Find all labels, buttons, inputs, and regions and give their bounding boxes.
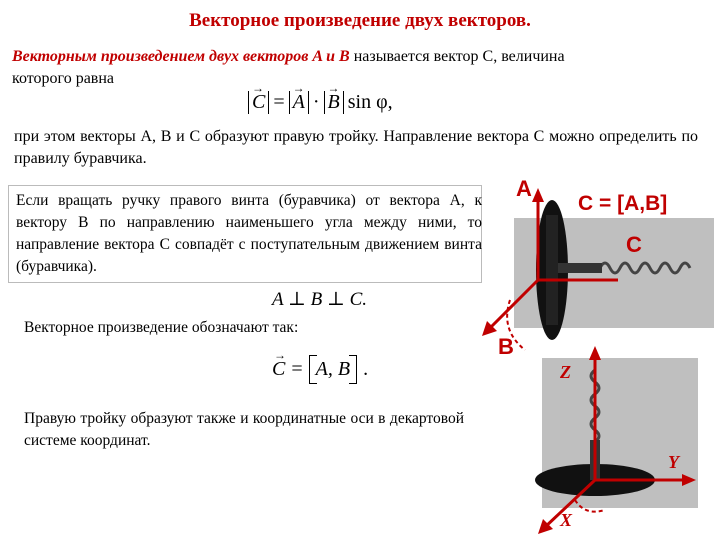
magnitude-b: B bbox=[327, 90, 340, 113]
notation-eq: = bbox=[291, 358, 303, 380]
notation-c: C bbox=[272, 358, 286, 380]
magnitude-eq: = bbox=[273, 90, 285, 113]
orientation-paragraph: при этом векторы A, B и C образуют правую тройку. Направление вектора C можно определить по правилу буравчика. bbox=[14, 128, 698, 167]
label-a: A bbox=[516, 176, 532, 201]
notation-formula: → C = A, B . bbox=[272, 356, 368, 383]
screw-rule-paragraph: Если вращать ручку правого винта (буравчика) от вектора A, к вектору B по направлению наименьшего угла между ними, то направление вектора C совпадёт с поступательным движением винта (буравчика). bbox=[16, 192, 482, 275]
label-z: Z bbox=[560, 362, 571, 382]
definition-rest: называется вектор C, величина bbox=[349, 48, 565, 65]
page-title: Векторное произведение двух векторов. bbox=[189, 10, 531, 31]
magnitude-dot: · bbox=[312, 90, 320, 113]
definition-line2: которого равна bbox=[12, 70, 115, 87]
perp-formula: A ⊥ B ⊥ C. bbox=[272, 289, 368, 310]
magnitude-formula: → C = → A · → B sin φ, bbox=[248, 86, 393, 118]
gimlet-diagram-bottom bbox=[520, 340, 720, 540]
magnitude-a: A bbox=[292, 90, 305, 113]
label-c: C bbox=[626, 232, 642, 257]
notation-end: . bbox=[363, 358, 369, 380]
definition-lead: Векторным произведением двух векторов A и B bbox=[12, 48, 350, 65]
definition-paragraph bbox=[12, 46, 712, 90]
notation-bracket-content: A, B bbox=[315, 358, 351, 380]
notation-paragraph: Векторное произведение обозначают так: bbox=[24, 319, 299, 336]
magnitude-tail: sin φ, bbox=[347, 90, 393, 113]
coord-paragraph: Правую тройку образуют также и координатные оси в декартовой системе координат. bbox=[24, 410, 464, 449]
label-b: B bbox=[498, 334, 514, 359]
cross-product-formula: C = [A,B] bbox=[578, 192, 668, 215]
label-x: X bbox=[560, 510, 573, 530]
label-y: Y bbox=[668, 452, 679, 472]
magnitude-c: C bbox=[252, 90, 266, 113]
